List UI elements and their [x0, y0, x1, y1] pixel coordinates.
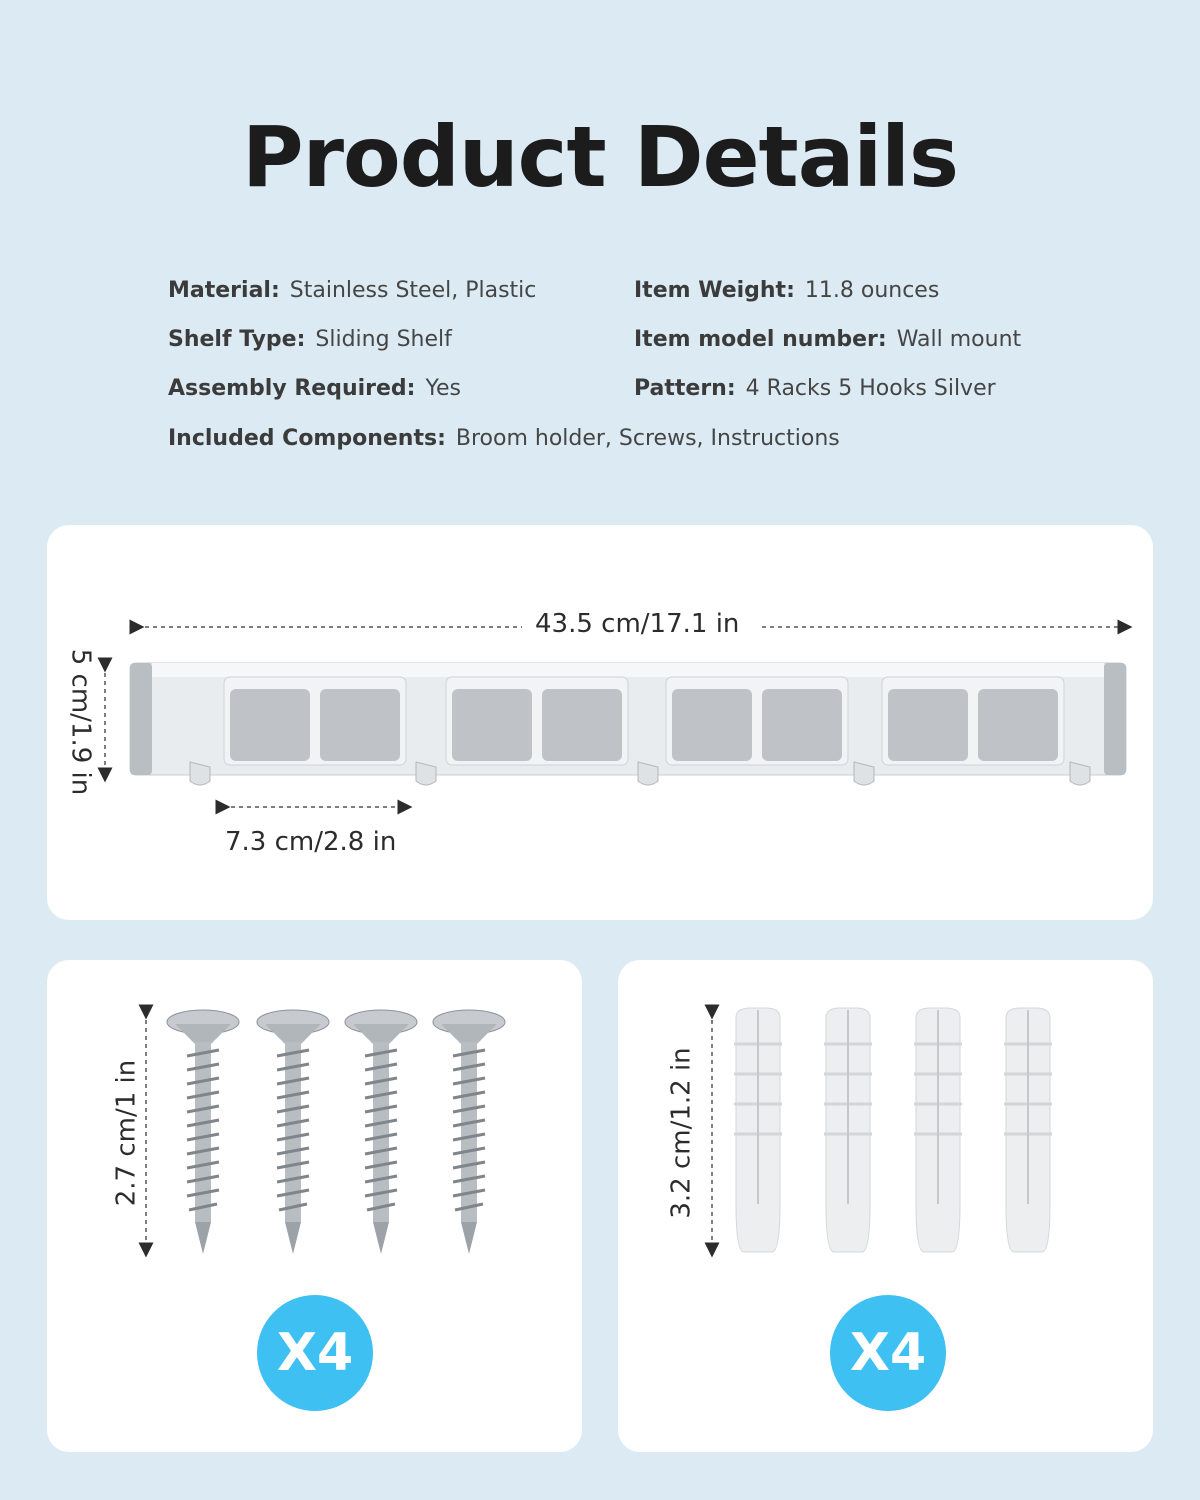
- spec-model: [634, 327, 1021, 352]
- spec-label: Included Components:: [168, 426, 446, 451]
- spec-assembly: [168, 376, 461, 401]
- screw-length-label: 2.7 cm/1 in: [111, 1059, 142, 1207]
- wall-anchor-icon: [914, 1008, 962, 1252]
- rack-slot-label: 7.3 cm/2.8 in: [225, 827, 397, 857]
- spec-label: Item Weight:: [634, 278, 795, 303]
- spec-weight: [634, 278, 939, 303]
- spec-components: [168, 426, 840, 451]
- screw-icon: [345, 1010, 417, 1254]
- anchor-count-badge: X4: [830, 1295, 946, 1411]
- spec-label: Shelf Type:: [168, 327, 306, 352]
- screws-image: [165, 1000, 525, 1260]
- screw-icon: [167, 1010, 239, 1254]
- spec-value: Stainless Steel, Plastic: [289, 278, 537, 303]
- rack-height-label: 5 cm/1.9 in: [65, 648, 96, 796]
- spec-value: Yes: [425, 376, 461, 401]
- wall-anchor-icon: [1004, 1008, 1052, 1252]
- spec-value: Sliding Shelf: [315, 327, 452, 352]
- broom-rack-image: [130, 657, 1130, 787]
- rack-card: [47, 525, 1153, 920]
- spec-value: 11.8 ounces: [804, 278, 940, 303]
- screw-icon: [257, 1010, 329, 1254]
- anchors-image: [730, 1004, 1090, 1264]
- spec-pattern: [634, 376, 996, 401]
- screw-count-badge: X4: [257, 1295, 373, 1411]
- screw-icon: [433, 1010, 505, 1254]
- wall-anchor-icon: [824, 1008, 872, 1252]
- spec-shelf-type: [168, 327, 452, 352]
- rack-width-label: 43.5 cm/17.1 in: [535, 609, 740, 639]
- wall-anchor-icon: [734, 1008, 782, 1252]
- spec-label: Pattern:: [634, 376, 736, 401]
- screws-card: [47, 960, 582, 1452]
- spec-label: Material:: [168, 278, 280, 303]
- spec-value: Wall mount: [896, 327, 1022, 352]
- anchors-card: [618, 960, 1153, 1452]
- spec-value: 4 Racks 5 Hooks Silver: [745, 376, 996, 401]
- spec-value: Broom holder, Screws, Instructions: [455, 426, 840, 451]
- spec-label: Assembly Required:: [168, 376, 416, 401]
- spec-material: [168, 278, 536, 303]
- spec-label: Item model number:: [634, 327, 887, 352]
- page-title: Product Details: [242, 108, 958, 206]
- anchor-length-label: 3.2 cm/1.2 in: [666, 1047, 697, 1219]
